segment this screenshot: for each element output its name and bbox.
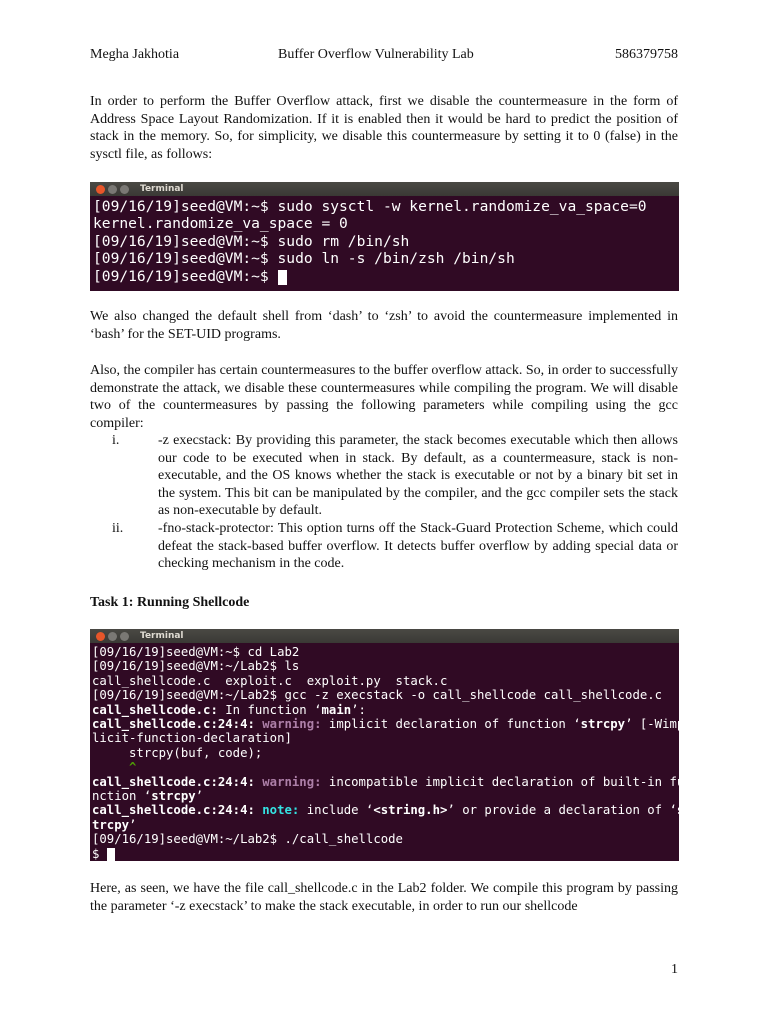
filename: call_shellcode.c:: [92, 702, 218, 717]
terminal-screenshot-sysctl: [90, 182, 679, 291]
terminal-line: call_shellcode.c exploit.c exploit.py stack.c: [92, 673, 448, 688]
terminal-line: [09/16/19]seed@VM:~/Lab2$ gcc -z execstack -o call_shellcode call_shellcode.c: [92, 688, 663, 703]
filename-location: call_shellcode.c:24:4:: [92, 803, 263, 818]
terminal-line: [92, 803, 685, 818]
terminal-prompt-line: [93, 268, 679, 285]
terminal-output: [90, 643, 685, 861]
terminal-titlebar: [90, 182, 679, 196]
note-label: note:: [262, 803, 307, 818]
identifier: main: [321, 702, 352, 717]
terminal-line: [09/16/19]seed@VM:~$ sudo sysctl -w kernel.randomize_va_space=0: [93, 198, 647, 215]
terminal-line: [92, 703, 679, 717]
text: ’: [195, 789, 204, 804]
text: ’ [-Wimp: [625, 717, 685, 732]
filename-location: call_shellcode.c:24:4:: [92, 717, 263, 732]
header-author: Megha Jakhotia: [90, 47, 180, 62]
paragraph-shell-change: We also changed the default shell from ‘dash’ to ‘zsh’ to avoid the countermeasure implemented in ‘bash’ for the SET-UID programs.: [90, 309, 678, 342]
task-heading: Task 1: Running Shellcode: [90, 595, 250, 610]
warning-label: warning:: [262, 774, 329, 789]
terminal-line: kernel.randomize_va_space = 0: [93, 215, 348, 233]
paragraph-aslr: In order to perform the Buffer Overflow attack, first we disable the countermeasure in the form of Address Space Layout Randomization. If it is enabled then it would be hard to predict the position of stack in the memory. So, for simplicity, we disable this countermeasure by setting it to 0 (false) in the sysctl file, as follows:: [90, 94, 678, 162]
list-item-text: -fno-stack-protector: This option turns off the Stack-Guard Protection Scheme, which could defeat the stack-based buffer overflow. It detects buffer overflow by adding special data or checking mechanism in the code.: [158, 520, 678, 572]
terminal-title: Terminal: [140, 631, 184, 641]
text: ’: [129, 817, 137, 832]
terminal-line: strcpy(buf, code);: [92, 745, 263, 760]
maximize-icon: [120, 632, 129, 641]
identifier: strcpy: [580, 717, 626, 732]
maximize-icon: [120, 185, 129, 194]
header-id: 586379758: [615, 47, 678, 62]
header-title: Buffer Overflow Vulnerability Lab: [278, 47, 474, 62]
identifier: s: [676, 803, 685, 818]
terminal-line: licit-function-declaration]: [92, 731, 292, 746]
terminal-prompt: $: [92, 846, 107, 861]
terminal-titlebar: [90, 629, 679, 643]
terminal-line: [09/16/19]seed@VM:~$ sudo ln -s /bin/zsh /bin/sh: [93, 250, 515, 268]
text: ’:: [351, 702, 366, 717]
terminal-caret-line: ^: [92, 760, 137, 775]
countermeasure-list: [90, 432, 678, 573]
text: In function ‘: [217, 702, 322, 717]
list-item: [90, 432, 678, 520]
paragraph-compiler-countermeasures: Also, the compiler has certain countermeasures to the buffer overflow attack. So, in order to successfully demonstrate the attack, we disable these countermeasures while compiling the program. We will disable two of the countermeasures by passing the following parameters while compiling using the gcc compiler:: [90, 363, 678, 431]
terminal-output: [90, 196, 679, 285]
cursor-block: [278, 270, 287, 285]
list-item-number: i.: [112, 433, 120, 448]
page-number: 1: [671, 962, 678, 977]
text: ’ or provide a declaration of ‘: [447, 803, 677, 818]
filename-location: call_shellcode.c:24:4:: [92, 774, 263, 789]
list-item: [90, 520, 678, 573]
terminal-title: Terminal: [140, 184, 184, 194]
text: nction ‘: [92, 789, 152, 804]
cursor-block: [107, 848, 115, 861]
identifier: trcpy: [92, 817, 130, 832]
warning-label: warning:: [262, 717, 329, 732]
text: include ‘: [306, 803, 374, 818]
identifier: strcpy: [151, 789, 196, 804]
terminal-line: [09/16/19]seed@VM:~/Lab2$ ./call_shellcode: [92, 832, 403, 847]
text: incompatible implicit declaration of built-in fu: [328, 774, 685, 789]
text: implicit declaration of function ‘: [328, 717, 581, 732]
terminal-line: [09/16/19]seed@VM:~$ sudo rm /bin/sh: [93, 232, 410, 250]
terminal-prompt-line: [92, 847, 679, 861]
list-item-text: -z execstack: By providing this parameter, the stack becomes executable which then allows our code to be executed when in stack. By default, as a countermeasure, stack is non-executable, and the OS knows whether the stack is executable or not by a binary bit set in the system. This bit can be manipulated by the compiler, and the gcc compiler sets the stack as non-executable by default.: [158, 433, 678, 519]
terminal-screenshot-shellcode: [90, 629, 685, 861]
minimize-icon: [108, 185, 117, 194]
minimize-icon: [108, 632, 117, 641]
paragraph-compile-explanation: Here, as seen, we have the file call_shellcode.c in the Lab2 folder. We compile this program by passing the parameter ‘-z execstack’ to make the stack executable, in order to run our shellcode: [90, 881, 678, 914]
terminal-line: [09/16/19]seed@VM:~/Lab2$ ls: [92, 659, 300, 674]
terminal-line: [92, 774, 685, 789]
list-item-number: ii.: [112, 520, 124, 536]
terminal-prompt: [09/16/19]seed@VM:~$: [93, 267, 278, 285]
terminal-line: [09/16/19]seed@VM:~$ cd Lab2: [92, 645, 300, 659]
identifier: <string.h>: [373, 803, 448, 818]
close-icon: [96, 185, 105, 194]
terminal-line: [92, 717, 685, 732]
terminal-line: [92, 789, 679, 803]
close-icon: [96, 632, 105, 641]
terminal-line: [92, 818, 679, 832]
